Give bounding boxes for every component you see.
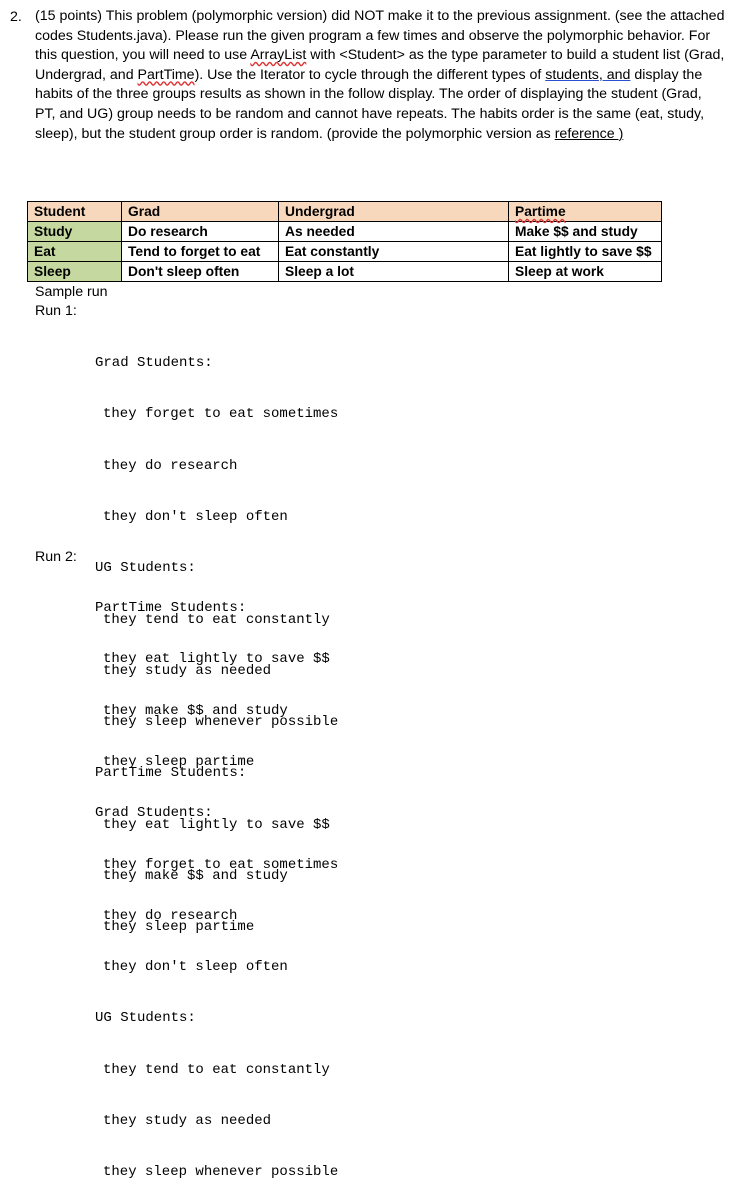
output-line: they eat lightly to save $$ bbox=[103, 651, 330, 668]
table-cell: Don't sleep often bbox=[122, 262, 279, 282]
output-line: they forget to eat sometimes bbox=[103, 856, 339, 873]
question-text-part-2: with <Student> as the type parameter to build a student list (Grad, Undergrad, and bbox=[35, 47, 725, 83]
table-header-row bbox=[28, 202, 662, 222]
reference-link[interactable]: reference ) bbox=[554, 125, 624, 142]
output-line: they sleep partime bbox=[103, 919, 255, 936]
table-header-cell bbox=[509, 202, 662, 222]
output-line: they don't sleep often bbox=[103, 959, 288, 976]
table-row bbox=[28, 222, 662, 242]
students-and-phrase: students, and bbox=[545, 66, 631, 83]
question-number: 2. bbox=[10, 9, 22, 25]
output-line: they forget to eat sometimes bbox=[103, 406, 339, 423]
output-line: they eat lightly to save $$ bbox=[103, 816, 330, 833]
output-line: they sleep partime bbox=[103, 754, 255, 771]
table-header-cell: Undergrad bbox=[279, 202, 509, 222]
table-cell: Eat lightly to save $$ bbox=[509, 242, 662, 262]
output-line: they study as needed bbox=[103, 1113, 272, 1129]
partime-header-text: Partime bbox=[515, 204, 566, 219]
output-line: they make $$ and study bbox=[103, 868, 288, 884]
output-line: they do research bbox=[103, 457, 238, 474]
question-text bbox=[35, 7, 725, 144]
table-row-label: Study bbox=[28, 222, 122, 242]
sample-run-label: Sample run bbox=[35, 284, 108, 300]
output-line: they make $$ and study bbox=[103, 702, 288, 719]
run-2-output bbox=[95, 566, 338, 1198]
output-line: PartTime Students: bbox=[95, 600, 247, 617]
output-line: they sleep whenever possible bbox=[103, 714, 339, 731]
output-line: they tend to eat constantly bbox=[103, 1061, 330, 1078]
output-line: PartTime Students: bbox=[95, 765, 247, 782]
table-cell: As needed bbox=[279, 222, 509, 242]
question-text-part-4: display the habits of the three groups results as shown in the follow display. The order of displaying the student (Grad, PT, and UG) group needs to be random and cannot have repeats. The habits order is the same (eat, study, sleep), but the student group order is random. (provide the polymorphic version as bbox=[35, 66, 705, 142]
parttime-word: PartTime bbox=[137, 66, 195, 83]
output-line: they tend to eat constantly bbox=[103, 611, 330, 628]
table-cell: Sleep at work bbox=[509, 262, 662, 282]
table-row-label: Sleep bbox=[28, 262, 122, 282]
run-1-label: Run 1: bbox=[35, 303, 77, 319]
table-cell: Make $$ and study bbox=[509, 222, 662, 242]
output-line: they don't sleep often bbox=[103, 509, 288, 526]
table-cell: Do research bbox=[122, 222, 279, 242]
table-header-cell: Grad bbox=[122, 202, 279, 222]
output-line: UG Students: bbox=[95, 1010, 196, 1027]
output-line: UG Students: bbox=[95, 560, 196, 577]
run-2-label: Run 2: bbox=[35, 549, 77, 565]
habits-table bbox=[27, 201, 662, 282]
table-row bbox=[28, 262, 662, 282]
output-line: Grad Students: bbox=[95, 355, 213, 372]
table-row bbox=[28, 242, 662, 262]
question-text-part-3: ). Use the Iterator to cycle through the different types of bbox=[194, 66, 546, 83]
output-line: they study as needed bbox=[103, 662, 272, 679]
output-line: they do research bbox=[103, 907, 238, 924]
arraylist-word: ArrayList bbox=[250, 47, 307, 64]
table-cell: Tend to forget to eat bbox=[122, 242, 279, 262]
table-cell: Sleep a lot bbox=[279, 262, 509, 282]
output-line: Grad Students: bbox=[95, 805, 213, 822]
table-header-cell: Student bbox=[28, 202, 122, 222]
table-cell: Eat constantly bbox=[279, 242, 509, 262]
table-row-label: Eat bbox=[28, 242, 122, 262]
question-text-part-1: (15 points) This problem (polymorphic version) did NOT make it to the previous assignment. (see the attached codes Students.java). Please run the given program a few times and observe the polymorphic behavior. For this question, you will need to use bbox=[35, 8, 725, 64]
output-line: they sleep whenever possible bbox=[103, 1164, 339, 1181]
